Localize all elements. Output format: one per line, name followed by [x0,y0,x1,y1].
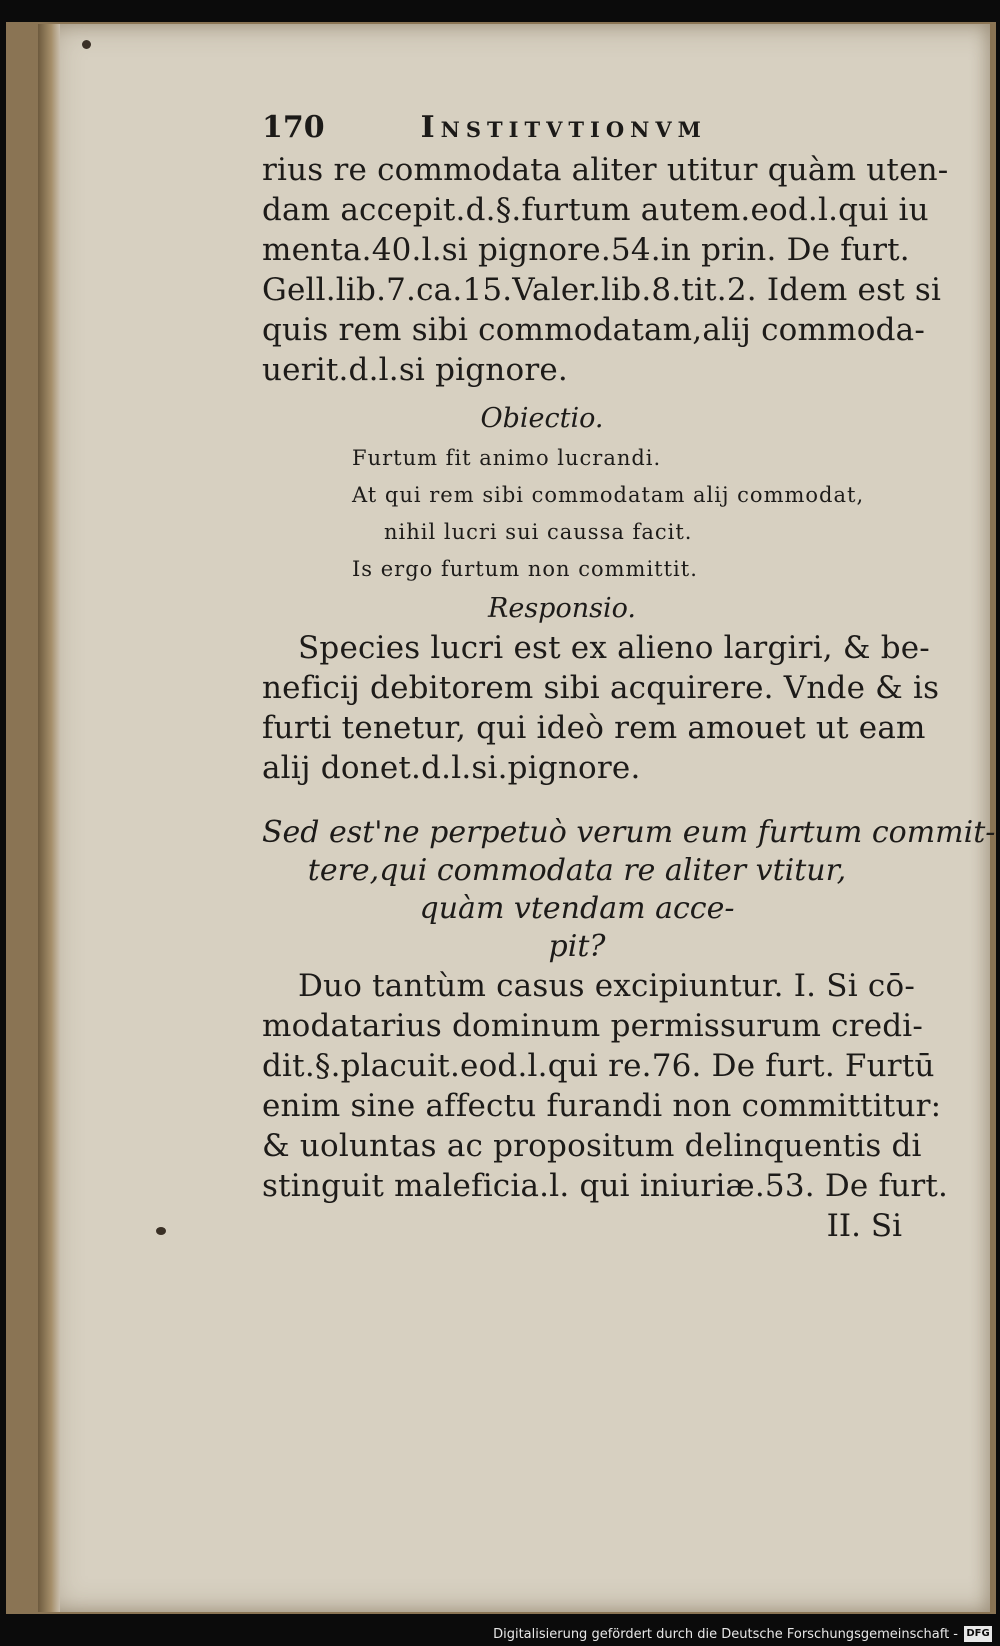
question-line: tere,qui commodata re aliter vtitur, [307,853,847,888]
objectio-heading: Obiectio. [480,403,604,434]
paragraph-1 [262,150,962,390]
dfg-logo-icon: DFG [964,1626,992,1642]
page-header [262,104,822,150]
text-line: stinguit maleficia.l. qui iniuriæ.53. De furt. [262,1168,949,1204]
page-blemish [156,1227,166,1235]
question-line: pit? [548,929,606,964]
question-line: quàm vtendam acce- [419,891,735,926]
syllogism [262,440,962,588]
text-line: neficij debitorem sibi acquirere. Vnde & is [262,670,940,706]
catchword: II. Si [826,1208,902,1244]
responsio-heading: Responsio. [488,593,636,624]
text-line: Species lucri est ex alieno largiri, & be- [298,630,930,666]
text-line: Gell.lib.7.ca.15.Valer.lib.8.tit.2. Idem est si [262,272,942,308]
main-text [262,150,996,1246]
syllogism-line: Furtum fit animo lucrandi. [352,446,662,470]
text-line: modatarius dominum permissurum credi- [262,1008,924,1044]
paragraph-3 [262,966,962,1206]
page-number: 170 [262,109,325,145]
text-line: alij donet.d.l.si.pignore. [262,750,641,786]
page-blemish [82,40,91,49]
syllogism-line: nihil lucri sui caussa facit. [384,520,693,544]
syllogism-line: At qui rem sibi commodatam alij commodat, [352,483,865,507]
text-line: & uoluntas ac propositum delinquentis di [262,1128,922,1164]
footer-credit [493,1626,992,1642]
text-line: dit.§.placuit.eod.l.qui re.76. De furt. Furtū [262,1048,935,1084]
text-line: menta.40.l.si pignore.54.in prin. De furt. [262,232,910,268]
text-line: Duo tantùm casus excipiuntur. I. Si cō- [298,968,915,1004]
footer-text: Digitalisierung gefördert durch die Deutsche Forschungsgemeinschaft - [493,1626,958,1642]
binding-edge [38,24,60,1612]
text-line: enim sine affectu furandi non committitur: [262,1088,942,1124]
paragraph-2 [262,628,962,788]
text-line: rius re commodata aliter utitur quàm uten- [262,152,949,188]
text-line: quis rem sibi commodatam,alij commoda- [262,312,925,348]
question-line: Sed est'ne perpetuò verum eum furtum commit- [262,815,996,850]
running-head: Institvtionvm [420,109,707,145]
syllogism-line: Is ergo furtum non committit. [352,557,698,581]
text-line: uerit.d.l.si pignore. [262,352,568,388]
text-line: dam accepit.d.§.furtum autem.eod.l.qui iu [262,192,929,228]
question-heading [262,814,996,966]
text-line: furti tenetur, qui ideò rem amouet ut eam [262,710,926,746]
